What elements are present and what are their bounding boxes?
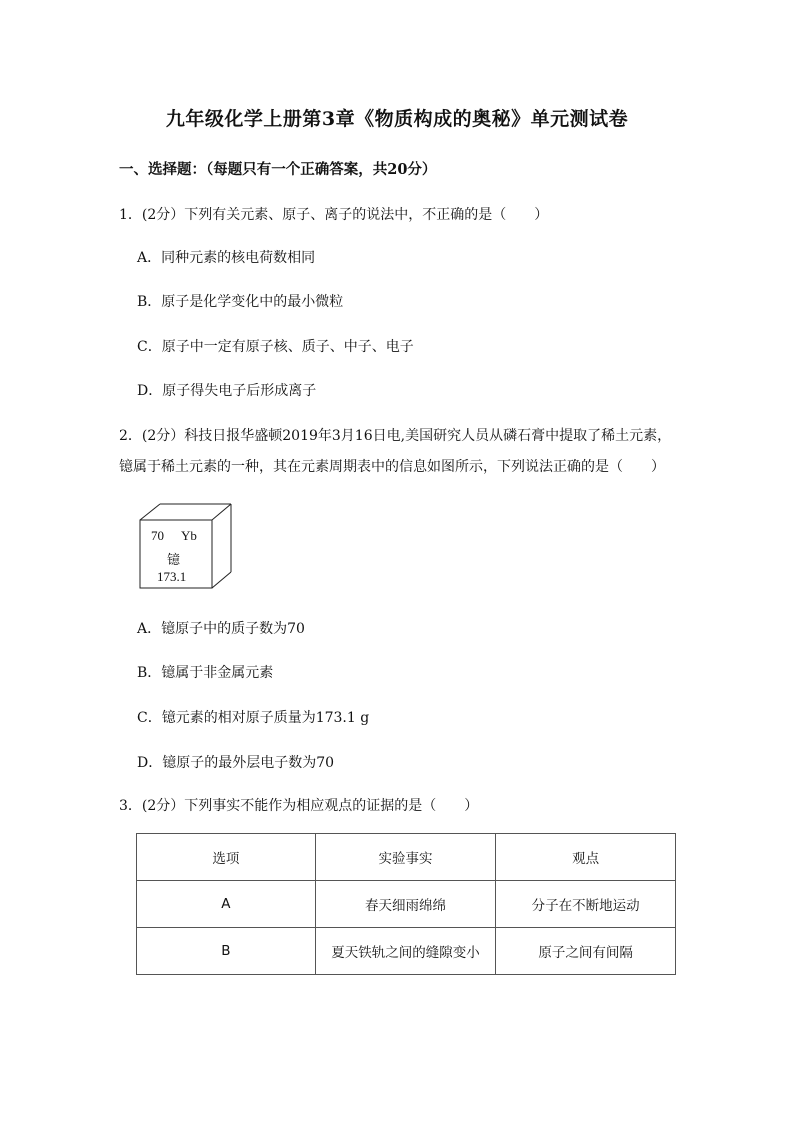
question-2-option-a: A．镱原子中的质子数为70 [137,621,305,637]
table-header-row [137,834,676,881]
table-row [137,928,676,975]
evidence-table [136,833,676,975]
table-cell: B [137,928,316,975]
question-2-option-b: B．镱属于非金属元素 [137,665,274,681]
table-cell: 分子在不断地运动 [496,881,676,928]
table-cell: 原子之间有间隔 [496,928,676,975]
table-cell: 夏天铁轨之间的缝隙变小 [315,928,496,975]
element-name: 镱 [167,552,181,567]
question-1-option-d: D．原子得失电子后形成离子 [137,383,317,399]
question-2-stem-line2: 镱属于稀土元素的一种，其在元素周期表中的信息如图所示，下列说法正确的是（ ） [119,459,665,475]
question-1-option-c: C．原子中一定有原子核、质子、中子、电子 [137,339,414,355]
element-atomic-mass: 173.1 [157,569,187,584]
table-header-cell: 观点 [496,834,676,881]
element-atomic-number: 70 [151,528,164,543]
element-symbol: Yb [181,528,197,543]
table-header-cell: 实验事实 [315,834,496,881]
question-2-option-c: C．镱元素的相对原子质量为173.1 g [137,710,370,726]
question-3-stem: 3．(2分）下列事实不能作为相应观点的证据的是（ ） [119,798,479,814]
table-row [137,881,676,928]
question-1-stem: 1．(2分）下列有关元素、原子、离子的说法中，不正确的是（ ） [119,207,549,223]
question-2-stem-line1: 2．(2分）科技日报华盛顿2019年3月16日电,美国研究人员从磷石膏中提取了稀土元素， [119,428,672,444]
element-cube-figure [137,500,233,592]
table-cell: A [137,881,316,928]
table-header-cell: 选项 [137,834,316,881]
page-title: 九年级化学上册第3章《物质构成的奥秘》单元测试卷 [165,108,629,130]
section-heading: 一、选择题：（每题只有一个正确答案，共20分） [119,161,437,178]
question-2-option-d: D．镱原子的最外层电子数为70 [137,755,335,771]
question-1-option-a: A．同种元素的核电荷数相同 [137,250,316,266]
table-cell: 春天细雨绵绵 [315,881,496,928]
question-1-option-b: B．原子是化学变化中的最小微粒 [137,294,344,310]
